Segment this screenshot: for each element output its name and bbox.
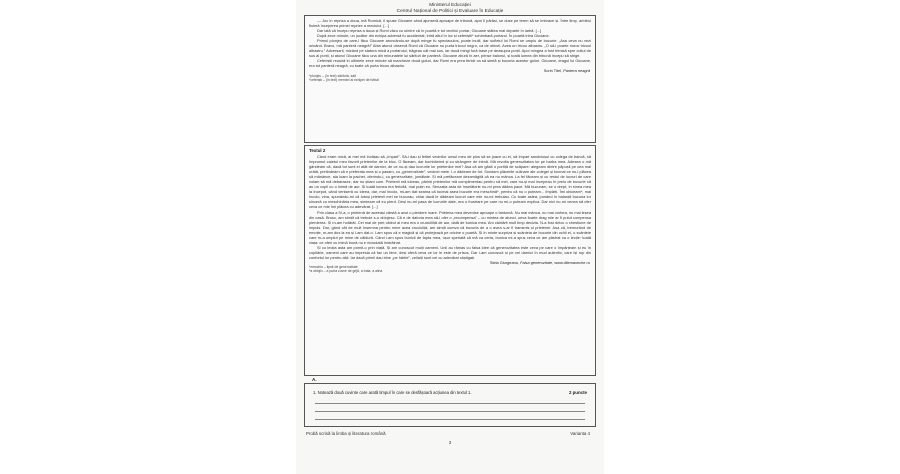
section-label: A. — [312, 377, 317, 382]
footnote: *a oblojiv – a purta cuvve de grijă, a trata, a alina — [309, 269, 383, 274]
text2-paragraph: Prin clasa a IV-a, o prietenă de aceeași vârstă a avut o pierdere mare. Prietena mea devenise aproape o fantomă. Nu mai mânca, nu mai vorbea, nu mai ieșea din casă. Brusc, am simțit că trebuie s-o obiojesc. Că e de datoria mea să-i ofer o „recompensa” – cu mintea de atunci, oeva foarte drag mie ar fi putut compensa pierderea. Și m-am hotărât. Cel mai de preț obiect al meu era o crucicilliță de aur, dată de bunica mea. Am cântărit mult timp decizia. N-a fost deloc o chestiune de impuls. Dar, gând căt de mult însemna pentru mine acea cruciuliță, am simțit cumva că bucuria de a o avea s-ar fi transmis și prietenei. Așa că, tremurând de emoție, m-am dus la ea și i-am dat-o. I-am spus că e magică și că protejează pe oricine o poartă. Și în minte surpriza și scânteia de bucurie din ochii ei, o scânteie care m-a umplut pe mine de căldură. Când i-am spus bunicii de fapta mea, ușor speriată că mă va certa, bunica mi-a spus ceva ce am păstrat ca o lecție: toată viața: ce oferi cu inimă bună nu e niciodată înstrăinat. — [309, 209, 591, 245]
question-points: 2 puncte — [568, 390, 587, 395]
footnote: *ceferiști – (în text) membri ai echipei de fotbal — [309, 77, 379, 82]
text2-source-site: , www.dilemaveche.ro — [552, 259, 590, 265]
text2-title: Textul 2 — [309, 148, 326, 153]
text2-box — [304, 145, 596, 376]
text2-notes — [305, 265, 595, 274]
answer-line[interactable] — [315, 403, 585, 404]
text1-paragraph: Ceferiștii reușiră în ultimele zece minute să marcheze două goluri, dar Romi era prea fericit ca să simtă și bucuria acestor goluri. Gicoane, dragul lui Gicoane, era tot panteră neagră, cu toate că purta tricou albastru. — [309, 58, 591, 69]
footnote: *meschin – lipsit de generozitate — [309, 265, 358, 270]
text2-paragraph: Când eram mică, ai mei mă învățau să „împart”. Să-i dau și fetiței vecinilor unsul meu de plus să se joace cu el, să împart sandviușul cu colega de bancă, să împrumut caietul meu favorit prietenilor de la bloc. O făceam, dar bombănind și cu strângere de inimă. Mă revolta generozitatea lor pe barba mea. Adesea o mă gândeam că, dacă tot sunt ei atât de darnici, de ce nu-și dau lucrurile lor prietenilor mei? Așa că am găsit o portiță de scăpare: alegeam dintre păpușii pe cea mai urâtă, pretindeam că e preferata mea și o pasam, cu „generozitate”, vecinei mele. I-o dădeam de tot. Sondam plăcerile culinare ale colegei și tocmai ce nu-i plăcea să mănânce, aia luam la pachet, oferindu-i, cu generozitate, jumătate. Și mă prefăceam dezamăgită că ea nu mânca. La fel făceam și cu restul de lucruri de care voiam să mă debarasez, dar nu știam cum. Prietenii mă iubeau, părinți prietenilor mă complimentau pentru că mei, care nu-și mai începeau în prelo de bucurie că au un copil cu o inimă de aur. Și toată lumea era fericită, mai puțin eu. Senzația asta de înșelătorie nu-mi prea dădea pace. Mă bucuram, se o drept, în sinea mea la început, când veniseră cu ideea, dar, mai încolo, mi-am dat seama că tocmai asea bucurie era meschină*, pentru că nu o puteam... împărți. Îmi obiceam*, mai încolo, vina, spunându-mi că totuși prietenii mei se bucurau, chiar dacă le dădeam lucruri care mie nu-mi trebuiau. Cu toate astea, punând în balanță bucuria lor sinceră cu meschinăria mea, simțeam că eu pierd. Deși nu-mi pasa de lucrurile date, era o frustrare pe care nu mi-o puteam explica. Dar nici nu-mi venea să ofer ceva ce mie îmi plăcea cu adevărat. [...] — [309, 154, 591, 210]
footer-variant: Varianta 4 — [570, 431, 590, 436]
footnote: *plonjeu – (în text) săritură, salt — [309, 73, 356, 78]
question-box — [304, 383, 596, 427]
text1-paragraph: După zece minute, un jucător din echipa adversă fu accidentat, intră altul în loc și ceferiștii* schimbară portarul. În poartă intra Gicoane. — [317, 33, 550, 39]
answer-line[interactable] — [315, 419, 585, 420]
footer-subject: Probă scrisă la limba și literatura română — [306, 431, 386, 436]
question-text: 1. Notează două cuvinte care arată timpul în care se desfășoară acțiunea din textul 1. — [313, 390, 472, 395]
page-number: 3 — [448, 440, 452, 445]
text1-source-author: Sorin Titel, — [543, 68, 563, 74]
text1-paragraph: Primul plonjeu de care-l făcu Gicoane aruncându-se după minge fu spectaculos, poate inutil, dar sufletul lui Romi se umplu de bucurie. „Asa ceva nu vezi oricând. Bravo, mă panteră neagră!” Abia atunci observă Romi că Gicoane nu purta tricoul negru, ca de obicei. Avea un tricou albastru. „O să-i poarte noroc tricoul albastru.” Adversarii, mizând pe statura mică a portarului, trăgeau cât mai sus, iar două mingi fură trase pe deasupra porții. Apoi mingea a fost trimisă spre colțul de sus al porții, și atunci Gicoane făcu una din minunatele lui sărituri de panteră. Gicoane zbură în aer, prinse balonul, și toată lumea din tribună începu să strige. — [309, 38, 591, 59]
center-header: Centrul Național de Politici și Evaluare în Educație — [396, 8, 504, 14]
text2-body — [305, 154, 595, 260]
ministry-header: Ministerul Educației — [429, 3, 471, 8]
text1-box — [304, 15, 596, 143]
text2-paragraph: Și cu lecția asta am pornit-o prin viață. Și am cunoscut mulți oameni. Unii au rămas cu falsa idee că generozitatea este ceva pe care o împărțeam și eu în copilărie, oameni care au impresia că fac un bine, deși oferă ceva ce lor le este de prisos. Dar i-am cunoscut și pe cei darnici în mod autentic, care își rup din confortul lor pentru alții. Iar dacă primii dau bine „pe hârtie”, ceilalți sunt cei cu adevărat câștigați. — [309, 244, 591, 260]
text2-source-author: Stela Giurgeanu, — [489, 259, 520, 265]
exam-page — [296, 0, 604, 474]
text1-paragraph: Dar iată că începu repriza a doua și Romi văzu cu uimire că în poartă e tot vechiul portar; Gicoane stătea mai departe în iarbă. [...] — [317, 28, 542, 34]
answer-line[interactable] — [315, 411, 585, 412]
text2-source-title: Falsa generozitate — [520, 259, 553, 265]
text1-paragraph: — Joc în repriza a doua, mă Romică, îl spuse Gicoane când ajunseră aproape de tribună, apoi îl părăsi, se duse pe teren să se îmbrace și. Între timp, arbitrul fluieră începerea primei reprize a meciului. [...] — [309, 18, 591, 29]
text1-source-title: Pantera neagră — [563, 68, 590, 74]
text1-body — [305, 16, 595, 68]
text1-notes — [305, 74, 595, 83]
